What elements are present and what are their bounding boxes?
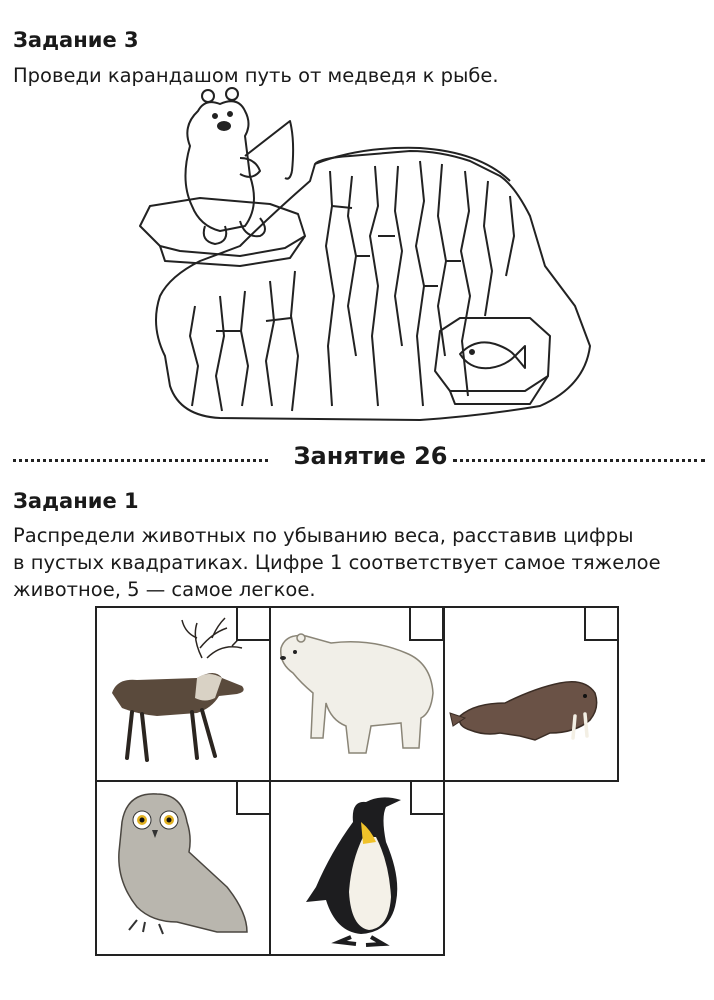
answer-box-owl[interactable] [236, 780, 271, 815]
task1-instruction [13, 522, 661, 603]
animal-card-reindeer [95, 606, 271, 782]
answer-box-walrus[interactable] [584, 606, 619, 641]
task1-heading: Задание 1 [13, 489, 139, 513]
lesson-divider [13, 442, 703, 475]
animal-card-snowy-owl [95, 780, 271, 956]
animal-card-walrus [443, 606, 619, 782]
answer-box-penguin[interactable] [410, 780, 445, 815]
dotted-line-right [453, 459, 705, 462]
answer-box-polar-bear[interactable] [409, 606, 444, 641]
bear-fish-maze[interactable] [120, 86, 600, 426]
animal-card-penguin [269, 780, 445, 956]
task3-heading: Задание 3 [13, 28, 139, 52]
task3-instruction: Проведи карандашом путь от медведя к рыбе. [13, 64, 499, 87]
task1-instruction-line: Распредели животных по убыванию веса, расставив цифры [13, 524, 634, 547]
task1-instruction-line: животное, 5 — самое легкое. [13, 578, 316, 601]
task1-instruction-line: в пустых квадратиках. Цифре 1 соответствует самое тяжелое [13, 551, 661, 574]
lesson-title: Занятие 26 [293, 442, 448, 470]
answer-box-reindeer[interactable] [236, 606, 271, 641]
dotted-line-left [13, 459, 268, 462]
